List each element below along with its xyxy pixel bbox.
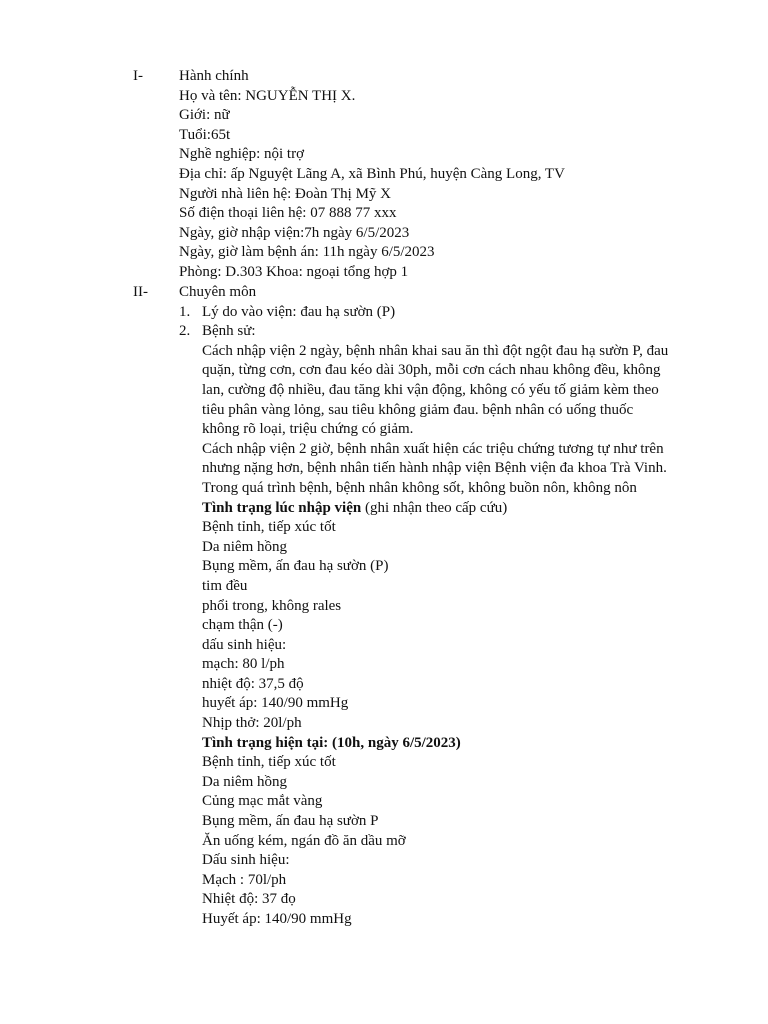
admission-vitals-label: dấu sinh hiệu:: [202, 636, 287, 653]
section-numeral: II-: [133, 284, 148, 300]
admission-finding: tim đều: [202, 577, 248, 594]
admission-status-title: Tình trạng lúc nhập viện: [202, 499, 362, 516]
admission-datetime: Ngày, giờ nhập viện:7h ngày 6/5/2023: [179, 224, 410, 241]
list-item-reason: [179, 303, 739, 323]
contact-person: Người nhà liên hệ: Đoàn Thị Mỹ X: [179, 185, 392, 202]
current-vital: Mạch : 70l/ph: [202, 871, 287, 888]
section-numeral: I-: [133, 68, 143, 84]
current-finding: Củng mạc mắt vàng: [202, 793, 323, 810]
current-finding: Da niêm hồng: [202, 773, 287, 790]
history-label: Bệnh sử:: [202, 323, 256, 340]
patient-age: Tuổi:65t: [179, 126, 231, 143]
room-department: Phòng: D.303 Khoa: ngoại tổng hợp 1: [179, 263, 409, 280]
section-body: [179, 283, 739, 930]
patient-occupation: Nghề nghiệp: nội trợ: [179, 146, 304, 163]
history-paragraph: Cách nhập viện 2 giờ, bệnh nhân xuất hiện các triệu chứng tương tự như trên nhưng nặng hơn, bệnh nhân tiến hành nhập viện Bệnh viện đa khoa Trà Vinh.: [202, 440, 667, 477]
list-number: 2.: [179, 323, 191, 340]
record-datetime: Ngày, giờ làm bệnh án: 11h ngày 6/5/2023: [179, 244, 435, 261]
admission-vital: nhiệt độ: 37,5 độ: [202, 675, 304, 692]
admission-vital: mạch: 80 l/ph: [202, 656, 285, 673]
admission-vital: huyết áp: 140/90 mmHg: [202, 695, 349, 712]
admission-finding: phổi trong, không rales: [202, 597, 342, 614]
section-heading: Hành chính: [179, 68, 249, 84]
admission-finding: chạm thận (-): [202, 617, 283, 634]
admission-finding: Bụng mềm, ấn đau hạ sườn (P): [202, 558, 389, 575]
list-item-history: [179, 322, 739, 342]
current-finding: Ăn uống kém, ngán đồ ăn dầu mỡ: [202, 832, 406, 849]
list-number: 1.: [179, 303, 191, 320]
current-finding: Bụng mềm, ấn đau hạ sườn P: [202, 813, 379, 830]
patient-gender: Giới: nữ: [179, 107, 230, 124]
patient-name: Họ và tên: NGUYỄN THỊ X.: [179, 87, 356, 104]
admission-finding: Da niêm hồng: [202, 538, 287, 555]
current-vital: Huyết áp: 140/90 mmHg: [202, 911, 352, 927]
current-status-heading: Tình trạng hiện tại: (10h, ngày 6/5/2023): [202, 734, 461, 751]
history-content: [179, 342, 739, 930]
section-body: [179, 67, 739, 283]
section-heading: Chuyên môn: [179, 284, 257, 300]
admission-status-heading: [202, 499, 739, 519]
current-vital: Nhiệt độ: 37 đọ: [202, 891, 296, 908]
admission-finding: Bệnh tỉnh, tiếp xúc tốt: [202, 519, 336, 536]
patient-address: Địa chỉ: ấp Nguyệt Lãng A, xã Bình Phú, huyện Càng Long, TV: [179, 165, 565, 182]
admission-status-note: (ghi nhận theo cấp cứu): [361, 499, 508, 516]
reason-for-admission: Lý do vào viện: đau hạ sườn (P): [202, 303, 396, 320]
admission-vital: Nhịp thở: 20l/ph: [202, 715, 302, 732]
history-paragraph: Trong quá trình bệnh, bệnh nhân không sốt, không buồn nôn, không nôn: [202, 479, 637, 496]
history-paragraph: Cách nhập viện 2 ngày, bệnh nhân khai sau ăn thì đột ngột đau hạ sườn P, đau quặn, từng cơn, cơn đau kéo dài 30ph, mỗi cơn cách nhau không đều, không lan, cường độ nhiều, đau tăng khi vận động, không có yếu tố giảm kèm theo tiêu phân vàng lỏng, sau tiêu không giảm đau. bệnh nhân có uống thuốc không rõ loại, triệu chứng có giảm.: [202, 342, 669, 438]
contact-phone: Số điện thoại liên hệ: 07 888 77 xxx: [179, 205, 397, 222]
current-vitals-label: Dấu sinh hiệu:: [202, 852, 290, 869]
current-finding: Bệnh tỉnh, tiếp xúc tốt: [202, 754, 336, 771]
